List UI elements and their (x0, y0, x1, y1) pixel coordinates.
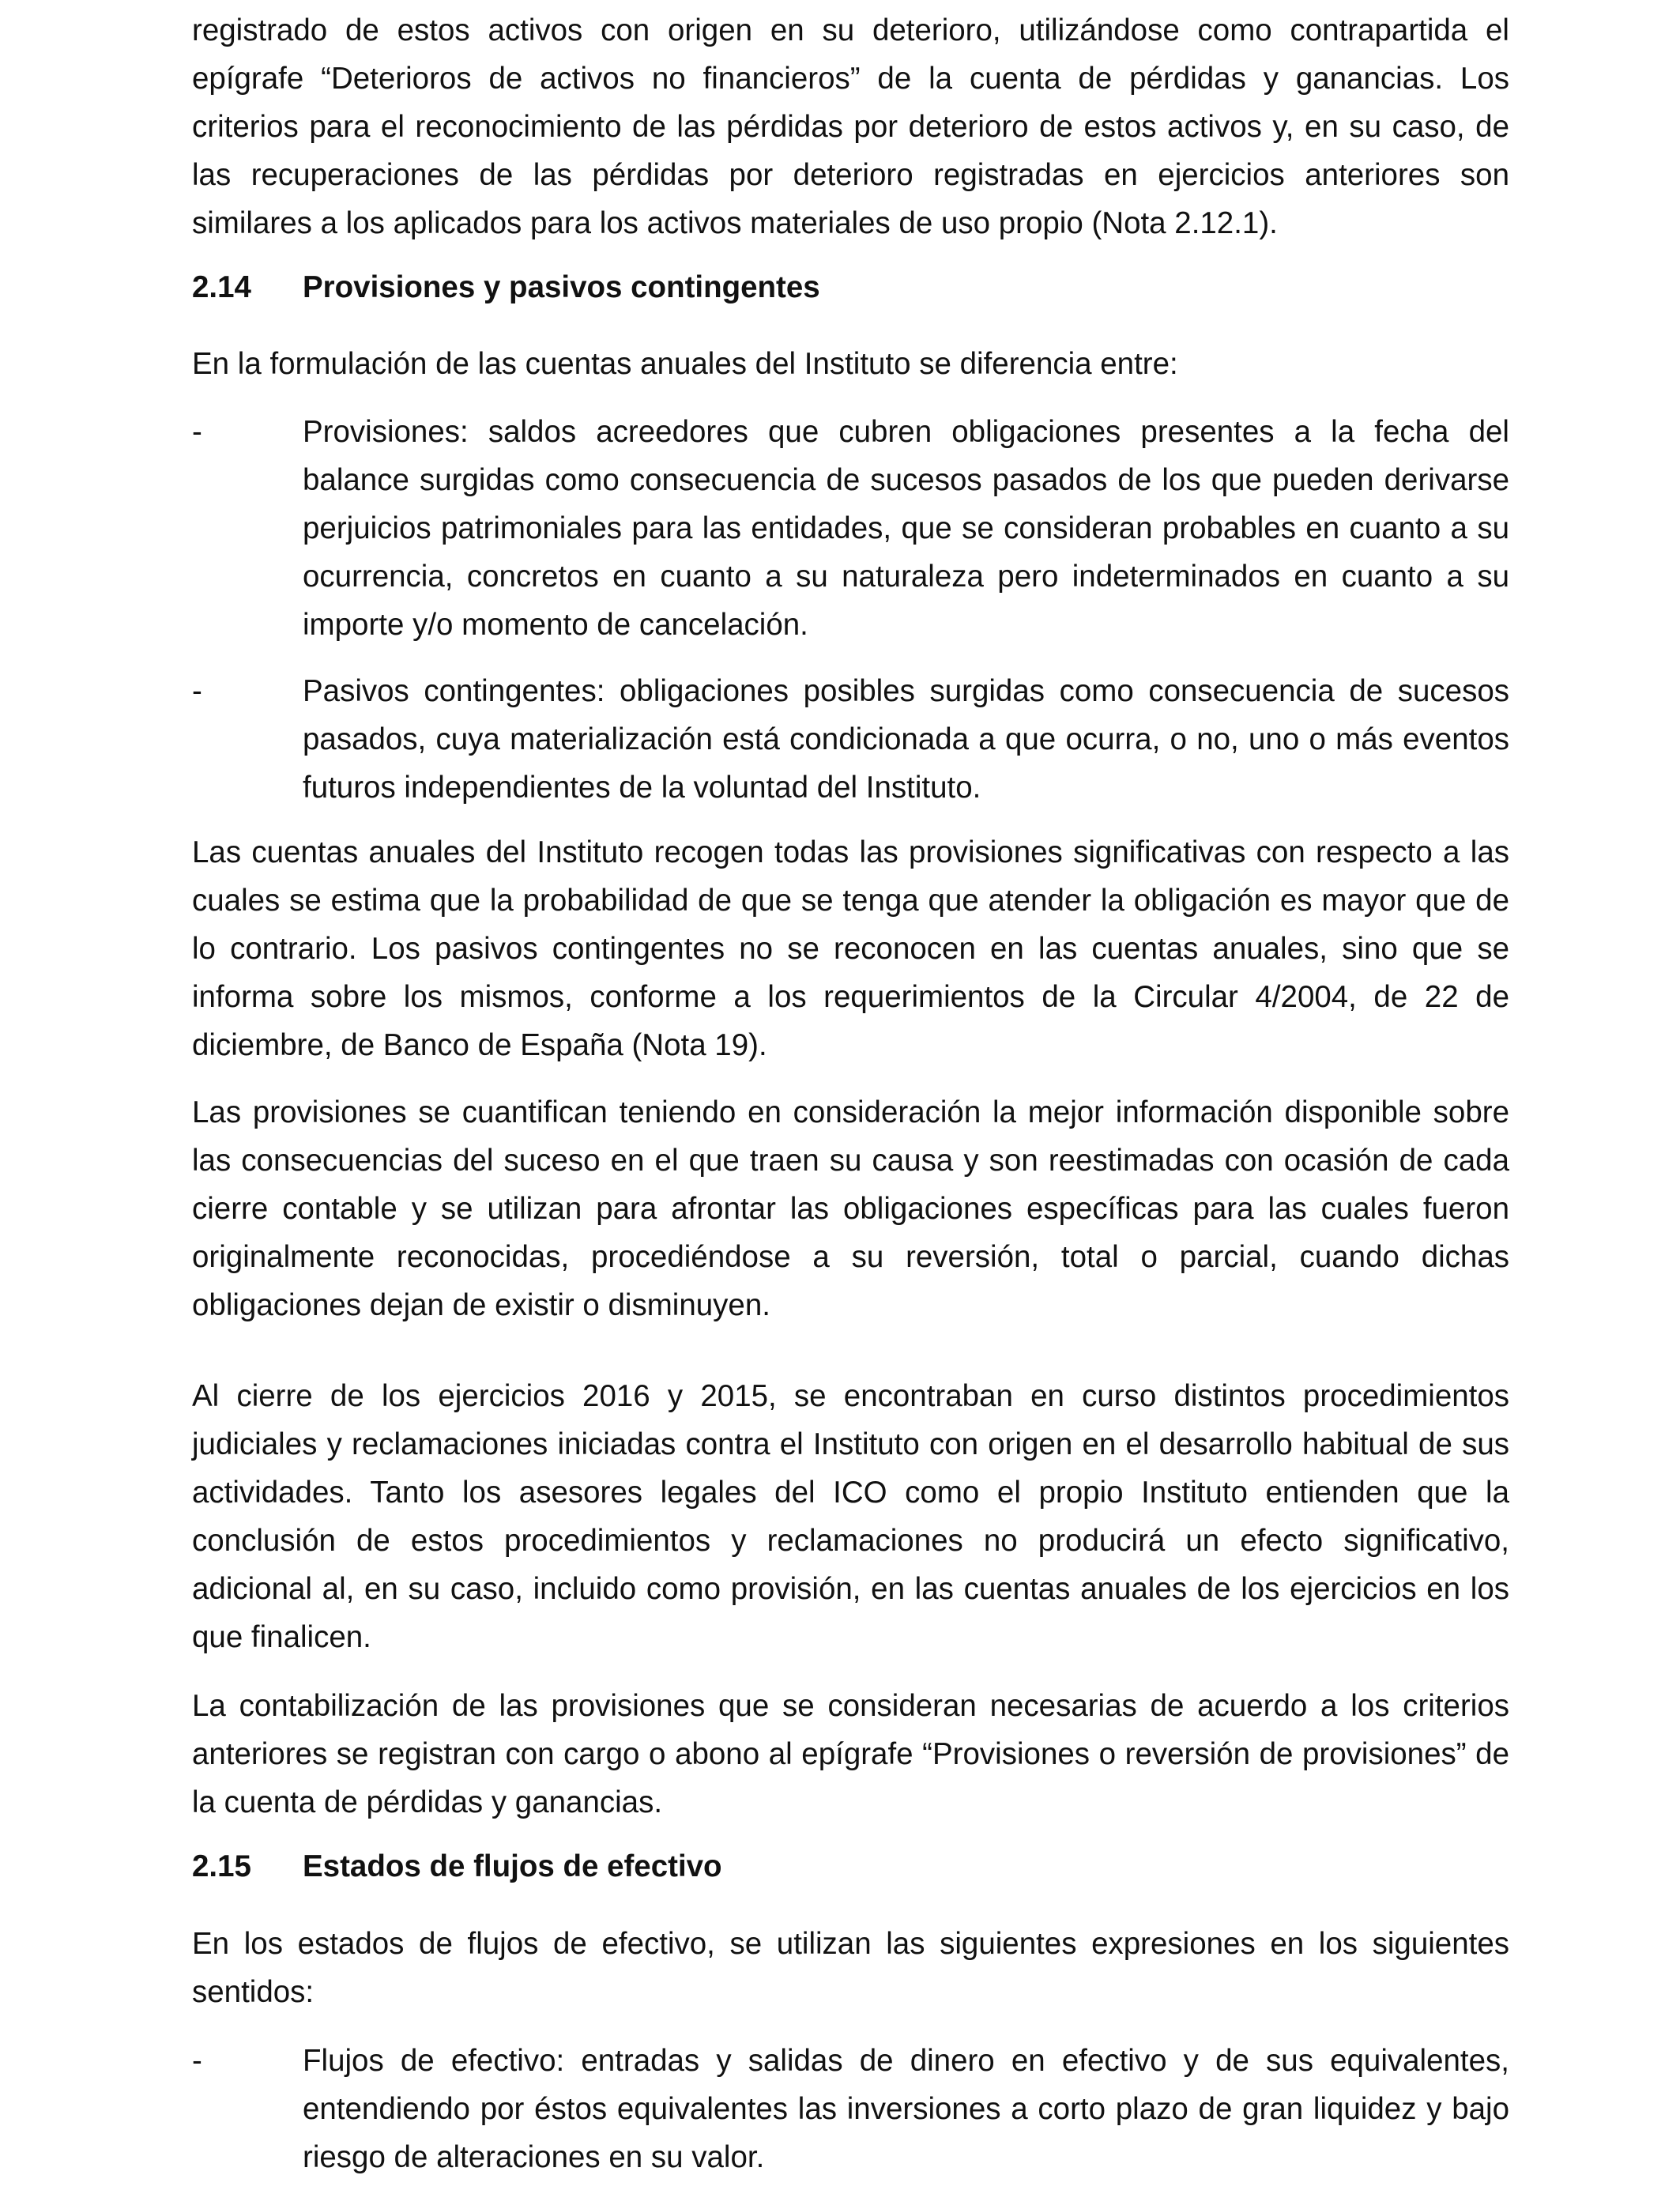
list-item (192, 667, 1509, 812)
intro-paragraph: registrado de estos activos con origen en su deterioro, utilizándose como contrapartida el epígrafe “Deterioros de activos no financieros” de la cuenta de pérdidas y ganancias. Los criterios para el reconocimiento de las pérdidas por deterioro de estos activos y, en su caso, de las recuperaciones de las pérdidas por deterioro registradas en ejercicios anteriores son similares a los aplicados para los activos materiales de uso propio (Nota 2.12.1). (192, 13, 1509, 240)
section-intro-paragraph: En la formulación de las cuentas anuales del Instituto se diferencia entre: (192, 347, 1178, 381)
section-heading-2-14 (192, 263, 1509, 311)
section-number: 2.14 (192, 270, 251, 304)
section-intro-paragraph: En los estados de flujos de efectivo, se utilizan las siguientes expresiones en los siguientes sentidos: (192, 1927, 1509, 2009)
bullet-text: Flujos de efectivo: entradas y salidas de dinero en efectivo y de sus equivalentes, entendiendo por éstos equivalentes las inversiones a corto plazo de gran liquidez y bajo riesgo de alteraciones en su valor. (303, 2044, 1509, 2174)
body-paragraph: La contabilización de las provisiones que se consideran necesarias de acuerdo a los criterios anteriores se registran con cargo o abono al epígrafe “Provisiones o reversión de provisiones” de la cuenta de pérdidas y ganancias. (192, 1689, 1509, 1819)
section-title: Provisiones y pasivos contingentes (303, 270, 820, 304)
document-body (192, 6, 1509, 2181)
bullet-dash: - (192, 415, 202, 449)
bullet-text: Pasivos contingentes: obligaciones posibles surgidas como consecuencia de sucesos pasados, cuya materialización está condicionada a que ocurra, o no, uno o más eventos futuros independientes de la voluntad del Instituto. (303, 674, 1509, 805)
bullet-text: Provisiones: saldos acreedores que cubren obligaciones presentes a la fecha del balance surgidas como consecuencia de sucesos pasados de los que pueden derivarse perjuicios patrimoniales para las entidades, que se consideran probables en cuanto a su ocurrencia, concretos en cuanto a su naturaleza pero indeterminados en cuanto a su importe y/o momento de cancelación. (303, 415, 1509, 642)
section-number: 2.15 (192, 1849, 251, 1883)
section-heading-2-15 (192, 1842, 1509, 1891)
list-item (192, 2037, 1509, 2181)
body-paragraph: Las cuentas anuales del Instituto recogen todas las provisiones significativas con respecto a las cuales se estima que la probabilidad de que se tenga que atender la obligación es mayor que de lo contrario. Los pasivos contingentes no se reconocen en las cuentas anuales, sino que se informa sobre los mismos, conforme a los requerimientos de la Circular 4/2004, de 22 de diciembre, de Banco de España (Nota 19). (192, 835, 1509, 1062)
body-paragraph: Las provisiones se cuantifican teniendo en consideración la mejor información disponible sobre las consecuencias del suceso en el que traen su causa y son reestimadas con ocasión de cada cierre contable y se utilizan para afrontar las obligaciones específicas para las cuales fueron originalmente reconocidas, procediéndose a su reversión, total o parcial, cuando dichas obligaciones dejan de existir o disminuyen. (192, 1095, 1509, 1322)
section-title: Estados de flujos de efectivo (303, 1849, 722, 1883)
bullet-dash: - (192, 674, 202, 708)
list-item (192, 408, 1509, 649)
bullet-dash: - (192, 2044, 202, 2078)
body-paragraph: Al cierre de los ejercicios 2016 y 2015, se encontraban en curso distintos procedimientos judiciales y reclamaciones iniciadas contra el Instituto con origen en el desarrollo habitual de sus actividades. Tanto los asesores legales del ICO como el propio Instituto entienden que la conclusión de estos procedimientos y reclamaciones no producirá un efecto significativo, adicional al, en su caso, incluido como provisión, en las cuentas anuales de los ejercicios en los que finalicen. (192, 1379, 1509, 1654)
